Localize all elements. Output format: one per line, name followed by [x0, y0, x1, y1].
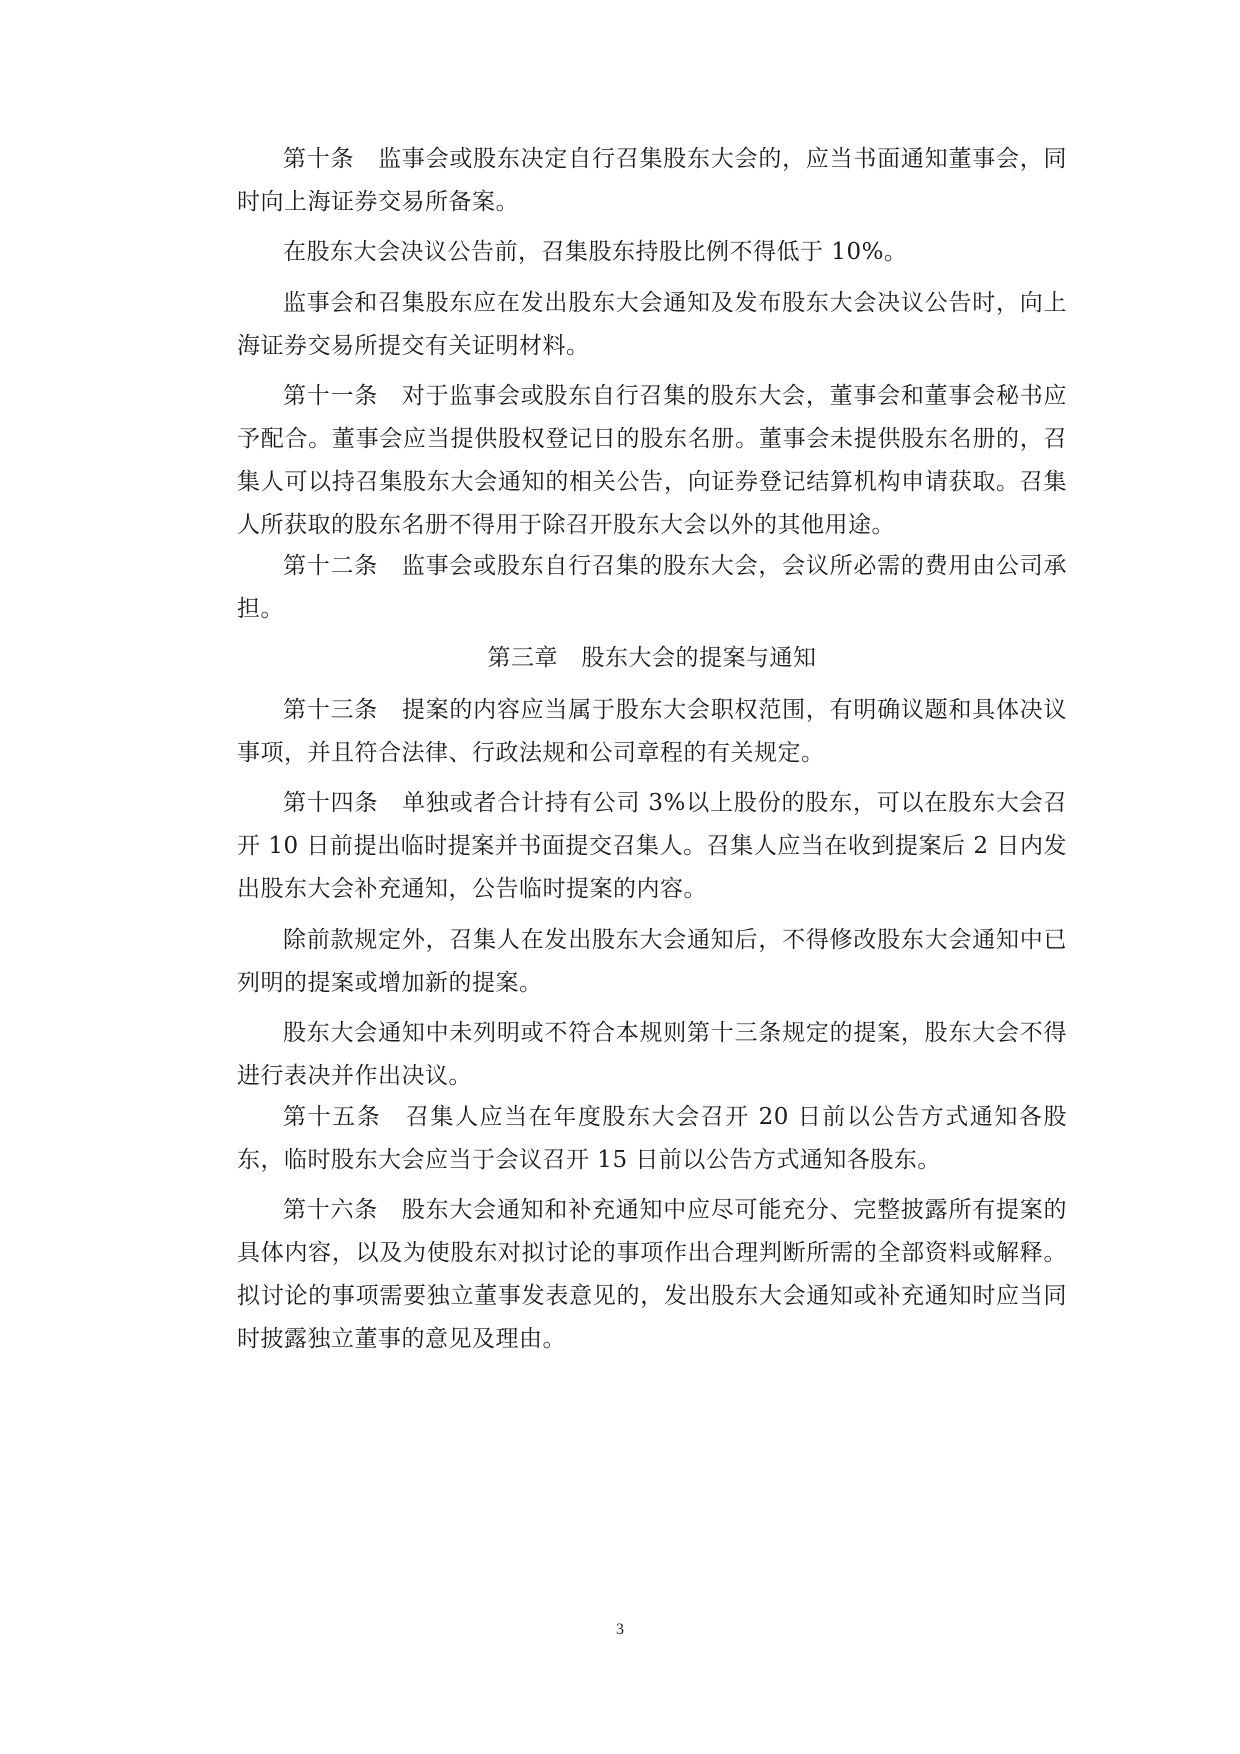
article-14-paragraph: 第十四条 单独或者合计持有公司 3%以上股份的股东，可以在股东大会召开 10 日前提出临时提案并书面提交召集人。召集人应当在收到提案后 2 日内发出股东大会补充通知，公告临时提案的内容。 — [237, 790, 1067, 902]
page-number: 3 — [616, 1621, 624, 1638]
article-16-paragraph: 第十六条 股东大会通知和补充通知中应尽可能充分、完整披露所有提案的具体内容，以及为使股东对拟讨论的事项作出合理判断所需的全部资料或解释。拟讨论的事项需要独立董事发表意见的，发出股东大会通知或补充通知时应当同时披露独立董事的意见及理由。 — [237, 1197, 1067, 1352]
article-15-paragraph: 第十五条 召集人应当在年度股东大会召开 20 日前以公告方式通知各股东，临时股东大会应当于会议召开 15 日前以公告方式通知各股东。 — [237, 1104, 1067, 1173]
article-10-paragraph: 第十条 监事会或股东决定自行召集股东大会的，应当书面通知董事会，同时向上海证券交易所备案。 — [237, 146, 1067, 215]
article-11-paragraph: 第十一条 对于监事会或股东自行召集的股东大会，董事会和董事会秘书应予配合。董事会应当提供股权登记日的股东名册。董事会未提供股东名册的，召集人可以持召集股东大会通知的相关公告，向证券登记结算机构申请获取。召集人所获取的股东名册不得用于除召开股东大会以外的其他用途。 — [237, 383, 1067, 538]
unlisted-proposal-paragraph: 股东大会通知中未列明或不符合本规则第十三条规定的提案，股东大会不得进行表决并作出决议。 — [237, 1020, 1067, 1089]
shareholding-ratio-paragraph: 在股东大会决议公告前，召集股东持股比例不得低于 10%。 — [283, 239, 908, 265]
article-13-paragraph: 第十三条 提案的内容应当属于股东大会职权范围，有明确议题和具体决议事项，并且符合法律、行政法规和公司章程的有关规定。 — [237, 697, 1067, 766]
chapter-3-heading: 第三章 股东大会的提案与通知 — [487, 645, 817, 671]
preceding-clause-paragraph: 除前款规定外，召集人在发出股东大会通知后，不得修改股东大会通知中已列明的提案或增加新的提案。 — [237, 927, 1067, 996]
article-12-paragraph: 第十二条 监事会或股东自行召集的股东大会，会议所必需的费用由公司承担。 — [237, 553, 1067, 622]
supporting-materials-paragraph: 监事会和召集股东应在发出股东大会通知及发布股东大会决议公告时，向上海证券交易所提交有关证明材料。 — [237, 290, 1067, 359]
